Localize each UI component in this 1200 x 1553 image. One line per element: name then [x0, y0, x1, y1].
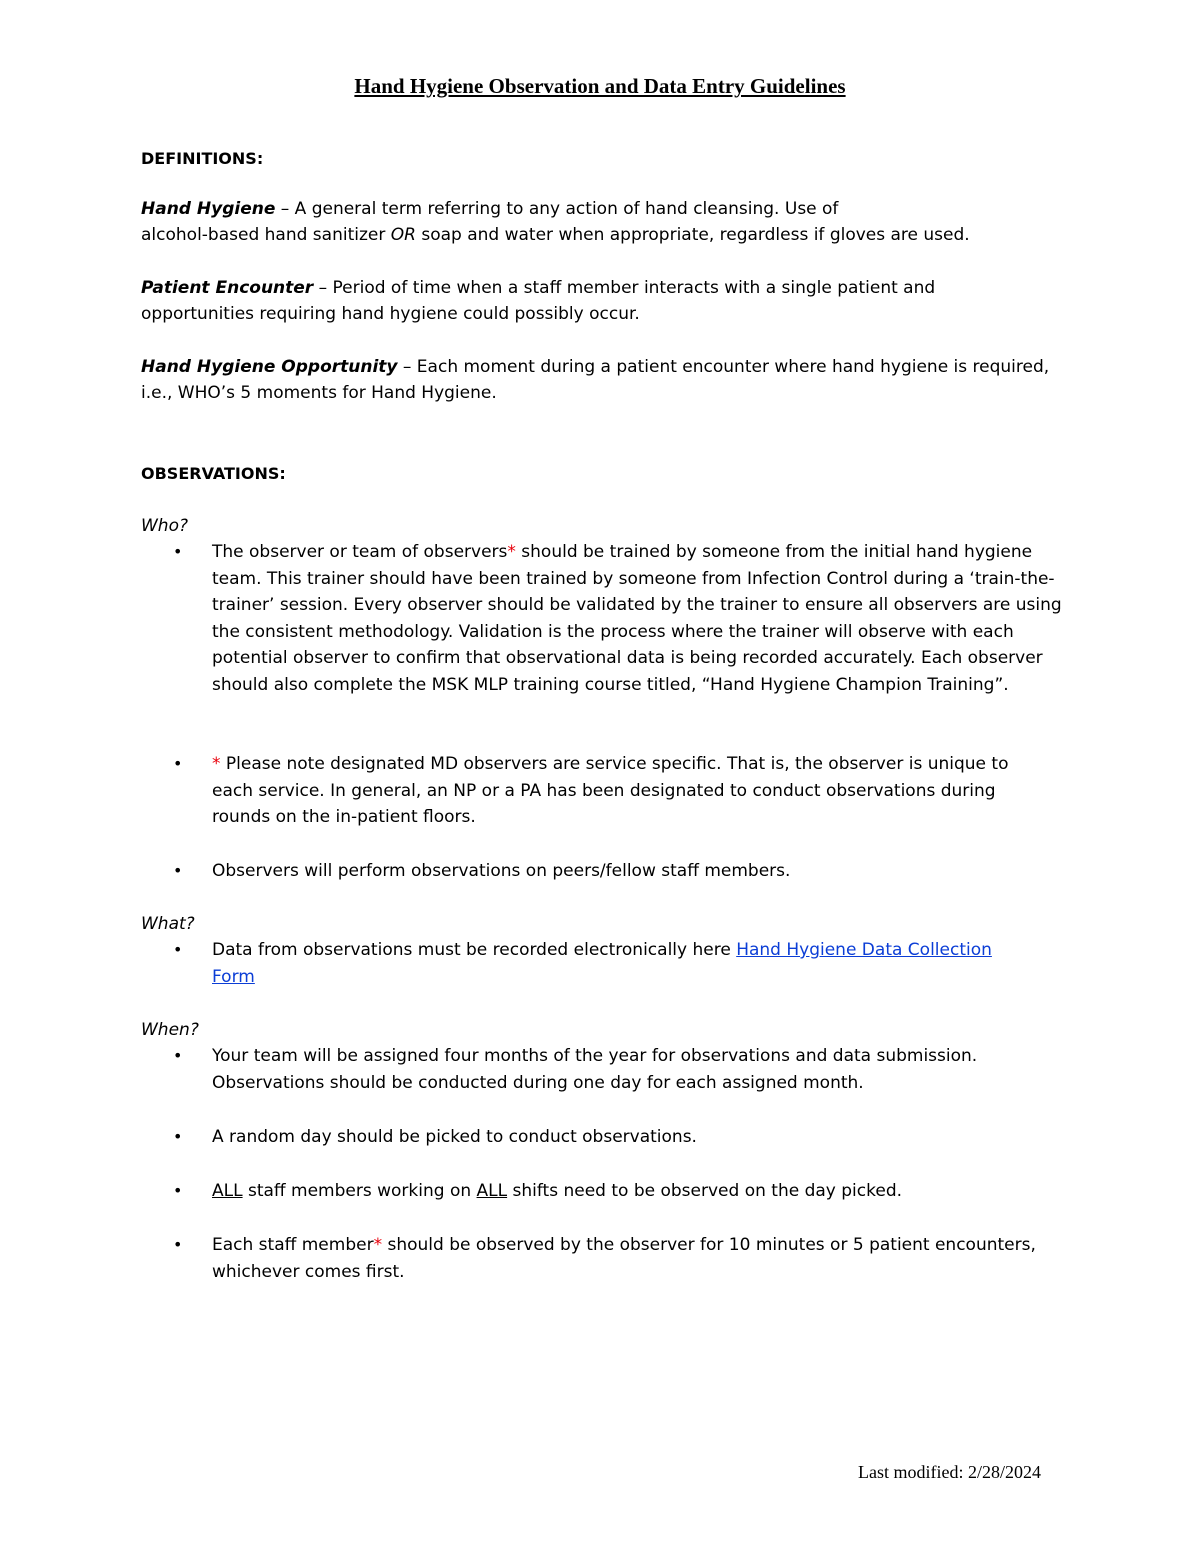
list-item — [141, 1043, 1071, 1096]
bullet-icon: • — [173, 940, 183, 959]
term-patient-encounter: Patient Encounter — [141, 278, 314, 298]
when-bullet-3: ALL staff members working on ALL shifts need to be observed on the day picked. — [212, 1181, 903, 1201]
def-or: OR — [390, 225, 416, 245]
what-bullet-1: Data from observations must be recorded electronically here Hand Hygiene Data Collection Form — [212, 940, 992, 987]
list-item — [141, 1232, 1071, 1285]
definition-opportunity — [141, 354, 1066, 406]
list-item — [141, 751, 1071, 831]
list-item — [141, 1178, 1071, 1205]
list-item — [141, 539, 1071, 698]
definition-hand-hygiene — [141, 196, 1071, 248]
def-hand-hygiene-line1: – A general term referring to any action of hand cleansing. Use of — [275, 199, 839, 219]
who-label: Who? — [141, 516, 189, 536]
def-opportunity-text: – Each moment during a patient encounter where hand hygiene is required, i.e., WHO’s 5 moments for Hand Hygiene. — [141, 357, 1050, 403]
when-bullet-2: A random day should be picked to conduct observations. — [212, 1127, 697, 1147]
bullet-icon: • — [173, 1046, 183, 1065]
observations-heading: OBSERVATIONS: — [141, 464, 286, 483]
list-item — [141, 858, 1071, 885]
bullet-icon: • — [173, 542, 183, 561]
bullet-icon: • — [173, 1127, 183, 1146]
data-collection-form-link[interactable]: Hand Hygiene Data Collection Form — [212, 940, 992, 987]
definition-patient-encounter — [141, 275, 961, 327]
term-hand-hygiene: Hand Hygiene — [141, 199, 276, 219]
when-bullet-1: Your team will be assigned four months of the year for observations and data submission. Observations should be conducted during one day for each assigned month. — [212, 1046, 978, 1093]
bullet-icon: • — [173, 1235, 183, 1254]
who-bullet-3: Observers will perform observations on peers/fellow staff members. — [212, 861, 791, 881]
def-hand-hygiene-line2b: soap and water when appropriate, regardless if gloves are used. — [415, 225, 970, 245]
who-bullet-1: The observer or team of observers* should be trained by someone from the initial hand hygiene team. This trainer should have been trained by someone from Infection Control during a ‘train-the-trainer’ session. Every observer should be validated by the trainer to ensure all observers are using the consistent methodology. Validation is the process where the trainer will observe with each potential observer to confirm that observational data is being recorded accurately. Each observer should also complete the MSK MLP training course titled, “Hand Hygiene Champion Training”. — [212, 542, 1062, 695]
list-item — [141, 937, 1071, 990]
when-bullet-4: Each staff member* should be observed by the observer for 10 minutes or 5 patient encounters, whichever comes first. — [212, 1235, 1036, 1282]
who-bullet-2: * Please note designated MD observers are service specific. That is, the observer is unique to each service. In general, an NP or a PA has been designated to conduct observations during rounds on the in-patient floors. — [212, 754, 1009, 827]
bullet-icon: • — [173, 1181, 183, 1200]
def-hand-hygiene-line2a: alcohol-based hand sanitizer — [141, 225, 391, 245]
bullet-icon: • — [173, 861, 183, 880]
what-label: What? — [141, 914, 195, 934]
bullet-icon: • — [173, 754, 183, 773]
document-title: Hand Hygiene Observation and Data Entry Guidelines — [354, 74, 846, 98]
list-item — [141, 1124, 1071, 1151]
definitions-heading: DEFINITIONS: — [141, 149, 264, 168]
def-patient-encounter-text: – Period of time when a staff member interacts with a single patient and opportunities requiring hand hygiene could possibly occur. — [141, 278, 936, 324]
when-label: When? — [141, 1020, 199, 1040]
last-modified: Last modified: 2/28/2024 — [858, 1462, 1041, 1482]
term-opportunity: Hand Hygiene Opportunity — [141, 357, 398, 377]
